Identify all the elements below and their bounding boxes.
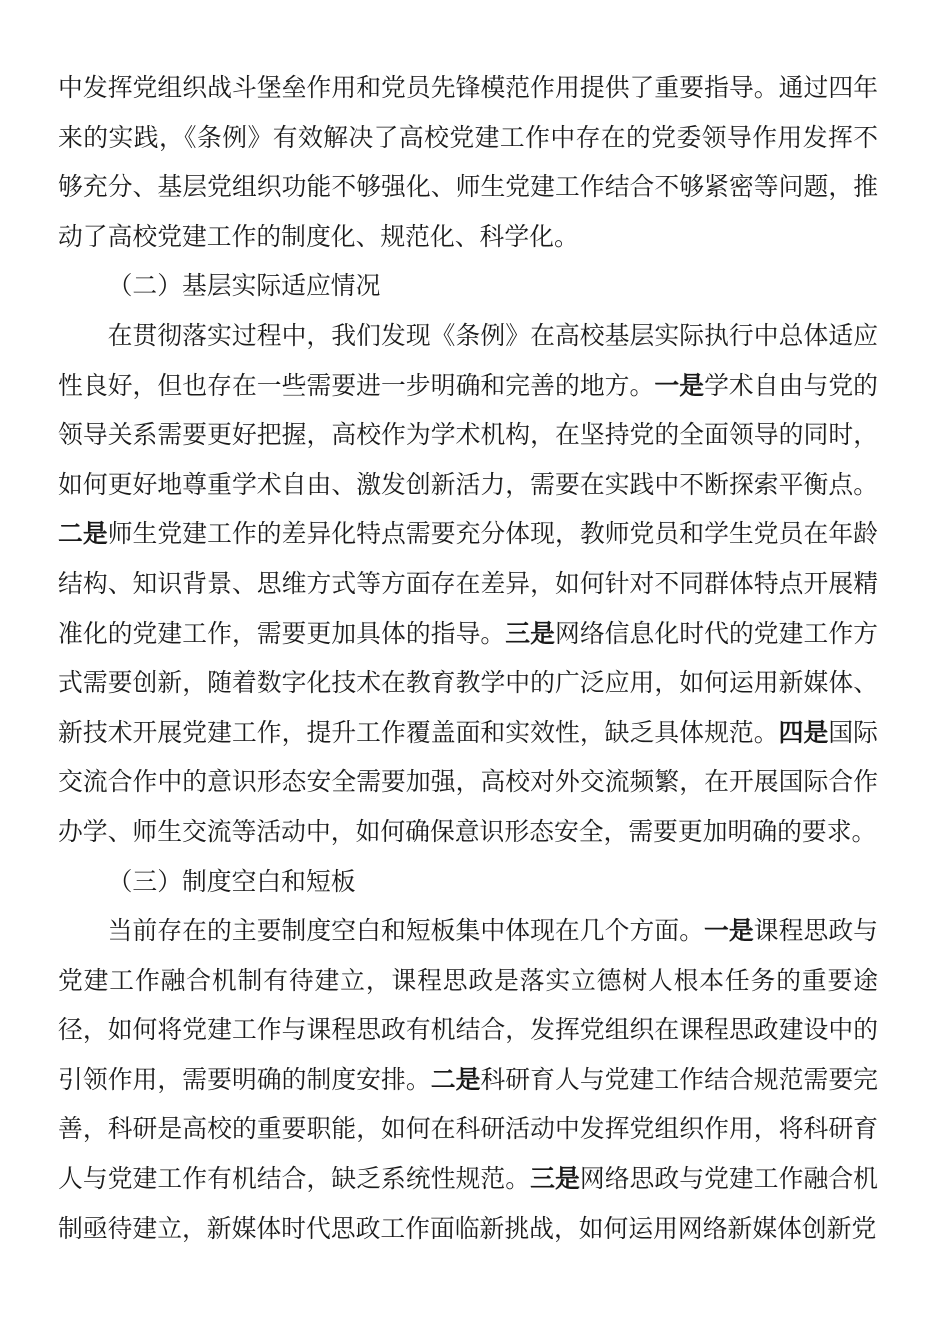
paragraph-2-intro: 在贯彻落实过程中，我们发现《条例》在高校基层实际执行中总体适应性良好，但也存在一些需要进一步明确和完善的地方。 <box>58 320 878 400</box>
gap-2-label: 二是 <box>430 1064 481 1094</box>
point-2-text: 师生党建工作的差异化特点需要充分体现，教师党员和学生党员在年龄结构、知识背景、思维方式等方面存在差异，如何针对不同群体特点开展精准化的党建工作，需要更加具体的指导。 <box>58 519 878 648</box>
point-2-label: 二是 <box>58 519 108 549</box>
point-3-label: 三是 <box>505 618 555 648</box>
point-3-text: 网络信息化时代的党建工作方式需要创新，随着数字化技术在教育教学中的广泛应用，如何运用新媒体、新技术开展党建工作，提升工作覆盖面和实效性，缺乏具体规范。 <box>58 618 878 747</box>
section-heading-2: （二）基层实际适应情况 <box>107 271 381 301</box>
paragraph-2 <box>58 311 878 857</box>
point-1-label: 一是 <box>654 370 705 400</box>
gap-1-label: 一是 <box>704 916 754 946</box>
paragraph-3 <box>58 906 878 1253</box>
gap-3-text: 网络思政与党建工作融合机制亟待建立，新媒体时代思政工作面临新挑战，如何运用网络新媒体创新党 <box>58 1164 878 1243</box>
document-page <box>58 63 878 1253</box>
paragraph-3-intro: 当前存在的主要制度空白和短板集中体现在几个方面。 <box>107 916 705 946</box>
point-4-text: 国际交流合作中的意识形态安全需要加强，高校对外交流频繁，在开展国际合作办学、师生交流等活动中，如何确保意识形态安全，需要更加明确的要求。 <box>58 717 878 846</box>
gap-2-text: 科研育人与党建工作结合规范需要完善，科研是高校的重要职能，如何在科研活动中发挥党组织作用，将科研育人与党建工作有机结合，缺乏系统性规范。 <box>58 1064 878 1194</box>
paragraph-1: 中发挥党组织战斗堡垒作用和党员先锋模范作用提供了重要指导。通过四年来的实践，《条例》有效解决了高校党建工作中存在的党委领导作用发挥不够充分、基层党组织功能不够强化、师生党建工作结合不够紧密等问题，推动了高校党建工作的制度化、规范化、科学化。 <box>58 73 878 251</box>
section-heading-3: （三）制度空白和短板 <box>107 866 356 896</box>
gap-1-text: 课程思政与党建工作融合机制有待建立，课程思政是落实立德树人根本任务的重要途径，如何将党建工作与课程思政有机结合，发挥党组织在课程思政建设中的引领作用，需要明确的制度安排。 <box>58 916 878 1094</box>
point-4-label: 四是 <box>778 717 829 747</box>
gap-3-label: 三是 <box>530 1164 580 1194</box>
point-1-text: 学术自由与党的领导关系需要更好把握，高校作为学术机构，在坚持党的全面领导的同时，如何更好地尊重学术自由、激发创新活力，需要在实践中不断探索平衡点。 <box>58 370 878 499</box>
